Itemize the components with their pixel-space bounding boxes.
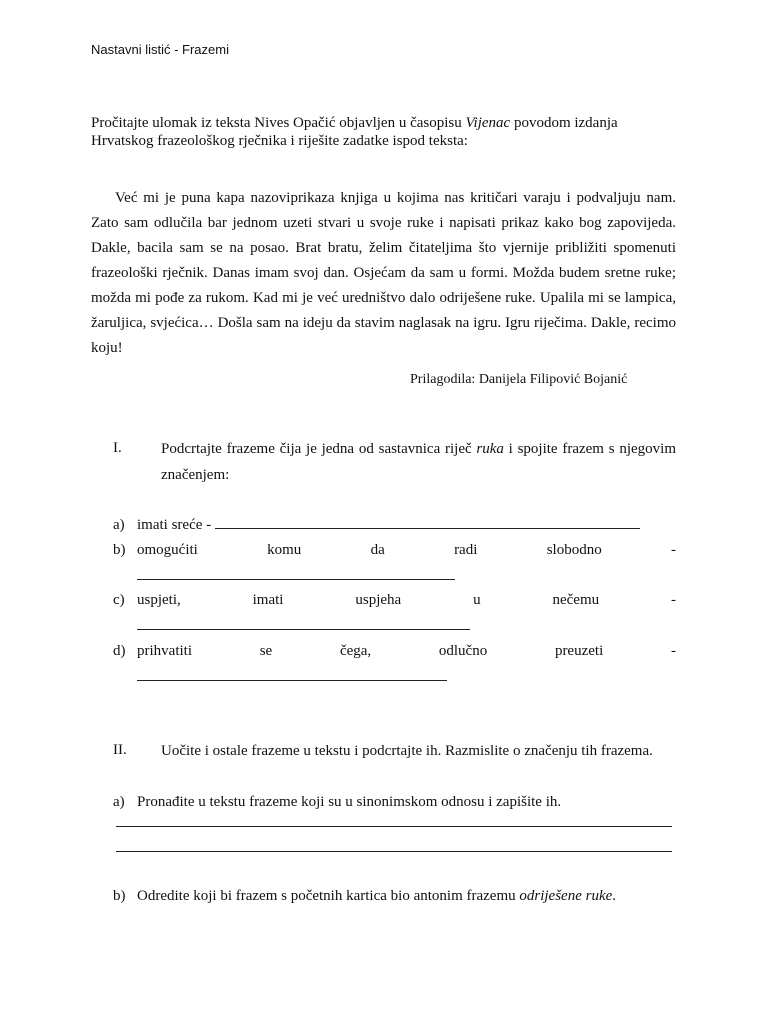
item-label: a) bbox=[113, 517, 125, 533]
word: omogućiti bbox=[137, 542, 198, 558]
task1-before: Podcrtajte frazeme čija je jedna od sastavnica riječ bbox=[161, 441, 477, 457]
item-label: d) bbox=[113, 643, 126, 659]
task1-instruction bbox=[161, 436, 676, 488]
intro-text bbox=[91, 114, 681, 150]
word: da bbox=[370, 542, 385, 558]
word: slobodno bbox=[546, 542, 602, 558]
item-label: c) bbox=[113, 592, 125, 608]
answer-line[interactable] bbox=[116, 851, 672, 852]
word: radi bbox=[454, 542, 478, 558]
word: u bbox=[473, 592, 481, 608]
phrase: odriješene ruke bbox=[519, 888, 613, 904]
task1-number: I. bbox=[113, 440, 122, 456]
word: - bbox=[670, 643, 676, 659]
answer-line[interactable] bbox=[137, 613, 470, 630]
page-header: Nastavni listić - Frazemi bbox=[91, 42, 229, 57]
word: komu bbox=[267, 542, 302, 558]
task2-item-a bbox=[113, 790, 676, 815]
task1-item-c bbox=[113, 588, 676, 630]
item-text-before: Odredite koji bi frazem s početnih kartica bio antonim frazemu bbox=[137, 888, 520, 904]
answer-line[interactable] bbox=[215, 514, 640, 529]
intro-before: Pročitajte ulomak iz teksta Nives Opačić objavljen u časopisu bbox=[91, 115, 466, 131]
intro-after: povodom izdanja Hrvatskog frazeološkog rječnika i riješite zadatke ispod teksta: bbox=[91, 115, 618, 149]
passage-text: Već mi je puna kapa nazoviprikaza knjiga u kojima nas kritičari varaju i podvaljuju nam. Zato sam odlučila bar jednom uzeti stvari u svoje ruke i napisati prikaz kako bog zapovijeda. Dakle, bacila sam se na posao. Brat bratu, želim čitateljima što vjernije približiti spomenuti frazeološki rječnik. Danas imam svoj dan. Osjećam da sam u formi. Možda budem sretne ruke; možda mi pođe za rukom. Kad mi je već uredništvo dalo odriješene ruke. Upalila mi se lampica, žaruljica, svjećica… Došla sam na ideju da stavim naglasak na igru. Igru riječima. Dakle, recimo koju! bbox=[91, 190, 676, 356]
word: imati bbox=[252, 592, 284, 608]
word: se bbox=[259, 643, 273, 659]
word: odlučno bbox=[438, 643, 488, 659]
magazine-name: Vijenac bbox=[465, 115, 511, 131]
answer-line[interactable] bbox=[116, 826, 672, 827]
task2-number: II. bbox=[113, 742, 127, 758]
item-text-after: . bbox=[612, 888, 617, 904]
item-label: a) bbox=[113, 794, 125, 810]
task1-item-a bbox=[113, 513, 676, 538]
task1-item-d bbox=[113, 639, 676, 681]
item-text: imati sreće - bbox=[137, 517, 212, 533]
word: čega, bbox=[339, 643, 372, 659]
word: uspjeha bbox=[355, 592, 402, 608]
task2-instruction: Uočite i ostale frazeme u tekstu i podcrtajte ih. Razmislite o značenju tih frazema. bbox=[161, 743, 653, 759]
item-text: Pronađite u tekstu frazeme koji su u sinonimskom odnosu i zapišite ih. bbox=[137, 794, 562, 810]
item-label: b) bbox=[113, 542, 126, 558]
word: preuzeti bbox=[554, 643, 604, 659]
word: nečemu bbox=[552, 592, 600, 608]
passage bbox=[91, 186, 676, 361]
task2-item-b bbox=[113, 884, 676, 909]
word: prihvatiti bbox=[137, 643, 192, 659]
credit: Prilagodila: Danijela Filipović Bojanić bbox=[410, 372, 628, 387]
task1-word: ruka bbox=[476, 441, 504, 457]
word: - bbox=[671, 542, 676, 558]
answer-line[interactable] bbox=[137, 664, 447, 681]
task1-after: i spojite frazem s njegovim značenjem: bbox=[161, 441, 676, 483]
task1-item-b bbox=[113, 538, 676, 580]
word: uspjeti, bbox=[137, 592, 181, 608]
item-label: b) bbox=[113, 888, 126, 904]
answer-line[interactable] bbox=[137, 563, 455, 580]
word: - bbox=[671, 592, 676, 608]
